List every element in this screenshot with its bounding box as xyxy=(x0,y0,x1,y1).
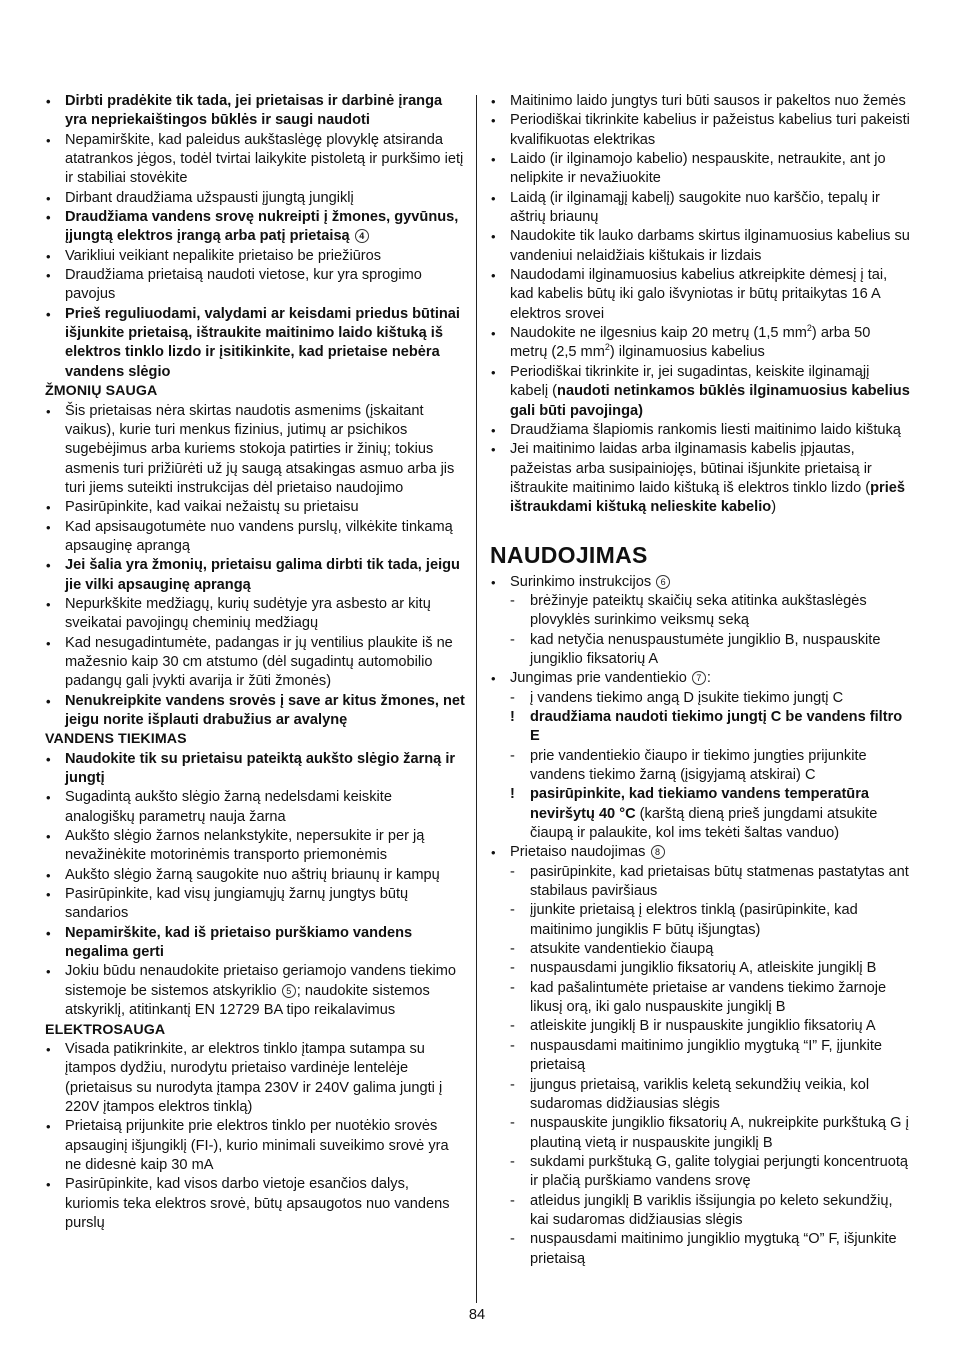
section-heading: ELEKTROSAUGA xyxy=(45,1021,166,1038)
bullet-icon: • xyxy=(46,693,51,709)
list-item xyxy=(490,440,910,517)
bullet-icon: • xyxy=(46,248,51,264)
item-text: Kad nesugadintumėte, padangas ir jų ventilius plaukite iš ne mažesnio kaip 30 cm atstumo (dėl sugadintų automobilio padangų gali įvykti avarija ir žūti žmonės) xyxy=(65,634,453,690)
sub-item xyxy=(490,901,910,940)
list-item xyxy=(490,227,910,266)
item-text: Dirbant draudžiama užspausti įjungtą jungiklį xyxy=(65,189,354,206)
item-text: Pasirūpinkite, kad vaikai nežaistų su prietaisu xyxy=(65,499,359,516)
bullet-icon: • xyxy=(491,113,496,129)
list-item xyxy=(45,924,465,963)
sub-item xyxy=(490,1153,910,1192)
bullet-icon: • xyxy=(491,326,496,342)
dash-icon: - xyxy=(510,689,515,706)
right-list xyxy=(490,92,910,518)
bullet-icon: • xyxy=(491,229,496,245)
list-item xyxy=(45,885,465,924)
list-item xyxy=(45,305,465,382)
bullet-icon: • xyxy=(46,964,51,980)
sub-item xyxy=(490,940,910,959)
dash-icon: - xyxy=(510,902,515,919)
bold-text: prieš ištraukdami kištuką nelieskite kabelio xyxy=(510,479,906,516)
item-text: įjunkite prietaisą į elektros tinklą (pasirūpinkite, kad maitinimo jungiklis F būtų išjungtas) xyxy=(530,902,858,938)
dash-icon: - xyxy=(510,960,515,977)
figure-ref-icon: 5 xyxy=(282,984,296,998)
list-item xyxy=(45,247,465,266)
item-text: : xyxy=(706,670,711,687)
list-item xyxy=(45,189,465,208)
bullet-icon: • xyxy=(46,519,51,535)
bullet-icon: • xyxy=(46,751,51,767)
section-heading: ŽMONIŲ SAUGA xyxy=(45,383,158,400)
item-text: (karštą dieną prieš jungdami atsukite čiaupą ir palaukite, kol ims tekėti šaltas vanduo) xyxy=(530,805,878,842)
item-text: pasirūpinkite, kad prietaisas būtų statmenas pastatytas ant stabilaus paviršiaus xyxy=(530,863,909,900)
item-text: atleidus jungiklį B variklis išsijungia po keleto sekundžių, kai sudaromas didžiausias slėgis xyxy=(530,1192,893,1228)
list-item xyxy=(45,131,465,189)
item-text: Maitinimo laido jungtys turi būti sausos ir pakeltos nuo žemės xyxy=(510,93,906,109)
right-column xyxy=(490,92,910,1269)
list-item xyxy=(490,266,910,324)
item-text: Naudokite ne ilgesnius kaip 20 metrų (1,5 mm xyxy=(510,325,807,342)
superscript: 2 xyxy=(604,342,610,353)
bullet-icon: • xyxy=(46,268,51,284)
bullet-icon: • xyxy=(46,867,51,883)
list-item xyxy=(490,573,910,592)
bullet-icon: • xyxy=(46,306,51,322)
item-text: nuspausdami maitinimo jungiklio mygtuką “O” F, išjunkite prietaisą xyxy=(530,1231,897,1267)
item-text: ) xyxy=(771,499,777,516)
item-text: Jokiu būdu nenaudokite prietaiso geriamojo vandens tiekimo sistemoje be sistemos atskyriklio xyxy=(65,963,457,999)
bullet-icon: • xyxy=(491,671,496,687)
item-text: Jungimas prie vandentiekio xyxy=(510,670,687,687)
item-text: nuspausdami jungiklio fiksatorių A, atleiskite jungiklį B xyxy=(530,960,877,977)
item-text: atleiskite jungiklį B ir nuspauskite jungiklio fiksatorių A xyxy=(530,1018,876,1035)
list-item xyxy=(490,669,910,688)
dash-icon: - xyxy=(510,1018,515,1035)
bullet-icon: • xyxy=(491,364,496,380)
list-item xyxy=(45,962,465,1020)
item-text: ; naudokite sistemos atskyriklį, atitinkantį EN 12729 BA tipo reikalavimus xyxy=(65,982,430,1019)
item-text: Pasirūpinkite, kad visos darbo vietoje esančios dalys, kuriomis teka elektros srovė, būtų apsaugotos nuo vandens purslų xyxy=(65,1176,450,1231)
list-item xyxy=(45,402,465,499)
item-text: Sugadintą aukšto slėgio žarną nedelsdami keiskite analogiškų parametrų nauja žarna xyxy=(65,789,392,825)
dash-icon: - xyxy=(510,941,515,958)
dash-icon: - xyxy=(510,1192,515,1209)
item-text: Periodiškai tikrinkite ir, jei sugadintas, keiskite ilginamąjį kabelį ( xyxy=(510,363,870,400)
warning-item xyxy=(490,785,910,843)
list-item xyxy=(45,1117,465,1175)
item-text: Varikliui veikiant nepalikite prietaiso be priežiūros xyxy=(65,247,382,264)
item-text: Dirbti pradėkite tik tada, jei prietaisas ir darbinė įranga yra nepriekaištingos būklės ir saugi naudoti xyxy=(65,93,443,129)
bullet-icon: • xyxy=(46,94,51,109)
list-item xyxy=(490,111,910,150)
sub-item xyxy=(490,1114,910,1153)
page-number: 84 xyxy=(468,1307,486,1323)
item-text: Pasirūpinkite, kad visų jungiamųjų žarnų jungtys būtų sandarios xyxy=(65,886,409,922)
dash-icon: - xyxy=(510,1076,515,1093)
item-text: prie vandentiekio čiaupo ir tiekimo jungties prijunkite vandens tiekimo žarną (įsigyjamą atskirai) C xyxy=(530,747,867,783)
figure-ref-icon: 7 xyxy=(692,671,706,685)
dash-icon: - xyxy=(510,631,515,648)
item-text: Aukšto slėgio žarną saugokite nuo aštrių briaunų ir kampų xyxy=(65,866,440,883)
item-text: draudžiama naudoti tiekimo jungtį C be vandens filtro E xyxy=(530,708,903,745)
bullet-icon: • xyxy=(46,210,51,226)
sub-item xyxy=(490,863,910,902)
list-item xyxy=(45,692,465,731)
item-text: Nepamirškite, kad iš prietaiso purškiamo vandens negalima gerti xyxy=(65,924,413,961)
column-divider xyxy=(476,95,477,1303)
bullet-icon: • xyxy=(46,500,51,516)
exclamation-icon: ! xyxy=(510,708,515,725)
list-item xyxy=(490,363,910,421)
bullet-icon: • xyxy=(46,887,51,903)
item-text: Draudžiama vandens srovę nukreipti į žmones, gyvūnus, įjungtą elektros įrangą arba patį prietaisą xyxy=(65,209,459,245)
bullet-icon: • xyxy=(46,596,51,612)
item-text: Šis prietaisas nėra skirtas naudotis asmenims (įskaitant vaikus), kurie turi menkus fizinius, jutimų ar psichikos sugebėjimus arba kuriems stokoja patirties ir žinių; tokius asmenis turi prižiūrėti už jų saugą atsakingas asmuo arba jis turi jiems suteikti instrukcijas dėl prietaiso naudojimo xyxy=(65,402,455,496)
sub-item xyxy=(490,592,910,631)
item-text: Laidą (ir ilginamąjį kabelį) saugokite nuo karščio, tepalų ir aštrių briaunų xyxy=(510,189,880,226)
list-item xyxy=(45,518,465,557)
item-text: Draudžiama prietaisą naudoti vietose, kur yra sprogimo pavojus xyxy=(65,267,422,303)
figure-ref-icon: 4 xyxy=(355,229,369,243)
item-text: Visada patikrinkite, ar elektros tinklo įtampa sutampa su įtampos dydžiu, nurodytu prietaiso vardinėje lentelėje (prietaisus su nurodyta įtampa 230V ir 240V galima jungti į 220V įtampos elektros tinklą) xyxy=(65,1040,443,1115)
list-item xyxy=(45,92,465,131)
bullet-icon: • xyxy=(491,152,496,168)
item-text: į vandens tiekimo angą D įsukite tiekimo jungtį C xyxy=(530,689,844,706)
bullet-icon: • xyxy=(46,790,51,806)
dash-icon: - xyxy=(510,1231,515,1248)
bullet-icon: • xyxy=(46,635,51,651)
sub-item xyxy=(490,1192,910,1231)
list-item xyxy=(45,266,465,305)
bullet-icon: • xyxy=(46,190,51,206)
bullet-icon: • xyxy=(491,94,496,109)
item-text: brėžinyje pateiktų skaičių seka atitinka aukštaslėgės plovyklės surinkimo veiksmų seką xyxy=(530,592,867,629)
item-text: Surinkimo instrukcijos xyxy=(510,573,652,590)
dash-icon: - xyxy=(510,1153,515,1170)
list-item xyxy=(490,843,910,862)
bullet-icon: • xyxy=(491,422,496,438)
figure-ref-icon: 6 xyxy=(656,575,670,589)
item-text: ) arba 50 metrų (2,5 mm xyxy=(510,325,871,361)
item-text: įjungus prietaisą, variklis keletą sekundžių veikia, kol sudaromas didžiausias slėgis xyxy=(530,1076,870,1112)
sub-item xyxy=(490,631,910,670)
list-item xyxy=(45,595,465,634)
dash-icon: - xyxy=(510,863,515,880)
item-text: Prieš reguliuodami, valydami ar keisdami priedus būtinai išjunkite prietaisą, ištraukite maitinimo laido kištuką iš elektros tinklo lizdo ir įsitikinkite, kad prietaise nebėra vandens slėgio xyxy=(65,305,460,380)
list-item xyxy=(45,208,465,247)
item-text: Jei šalia yra žmonių, prietaisu galima dirbti tik tada, jeigu jie vilki apsauginę aprangą xyxy=(65,557,460,593)
item-text: Prietaisą prijunkite prie elektros tinklo per nuotėkio srovės apsauginį išjungiklį (FI-), kurio minimali suveikimo srovė yra ne didesnė kaip 30 mA xyxy=(65,1118,449,1173)
item-text: atsukite vandentiekio čiaupą xyxy=(530,941,714,958)
dash-icon: - xyxy=(510,1037,515,1054)
bullet-icon: • xyxy=(491,574,496,590)
figure-ref-icon: 8 xyxy=(651,845,665,859)
list-item xyxy=(45,827,465,866)
sub-item xyxy=(490,747,910,786)
item-text: nuspausdami maitinimo jungiklio mygtuką “I” F, įjunkite prietaisą xyxy=(530,1037,883,1074)
sub-item xyxy=(490,1076,910,1115)
item-text: Draudžiama šlapiomis rankomis liesti maitinimo laido kištuką xyxy=(510,421,901,438)
bullet-icon: • xyxy=(46,1177,51,1193)
dash-icon: - xyxy=(510,979,515,996)
item-text: Laido (ir ilginamojo kabelio) nespauskite, netraukite, ant jo nelipkite ir nevažiuokite xyxy=(510,151,886,187)
sub-item xyxy=(490,689,910,708)
item-text: nuspauskite jungiklio fiksatorių A, nukreipkite purkštuką G į plautiną vietą ir nuspauskite jungiklį B xyxy=(530,1115,909,1151)
dash-icon: - xyxy=(510,1115,515,1132)
list-item xyxy=(45,866,465,885)
sub-item xyxy=(490,979,910,1018)
bullet-icon: • xyxy=(46,1041,51,1057)
sub-item xyxy=(490,1037,910,1076)
superscript: 2 xyxy=(806,323,812,334)
list-item xyxy=(45,1175,465,1233)
item-text: kad pašalintumėte prietaise ar vandens tiekimo žarnoje likusį orą, iki galo nuspauskite jungiklį B xyxy=(530,979,887,1016)
left-list xyxy=(45,92,465,1233)
list-item xyxy=(45,788,465,827)
bullet-icon: • xyxy=(46,132,51,148)
item-text: Nepamirškite, kad paleidus aukštaslėgę plovyklę atsiranda atatrankos jėgos, todėl tvirtai laikykite pistoletą ir purkšimo ietį ir stabiliai stovėkite xyxy=(65,131,464,187)
item-text: ) ilginamuosius kabelius xyxy=(609,344,765,361)
item-text: Periodiškai tikrinkite kabelius ir pažeistus kabelius turi pakeisti kvalifikuotas elektrikas xyxy=(510,112,910,148)
item-text: kad netyčia nenuspaustumėte jungiklio B, nuspauskite jungiklio fiksatorių A xyxy=(530,631,881,667)
list-item xyxy=(490,92,910,111)
item-text: sukdami purkštuką G, galite tolygiai perjungti koncentruotą ir plačią purškiamo vandens srovę xyxy=(530,1153,909,1190)
item-text: Naudokite tik lauko darbams skirtus ilginamuosius kabelius su vandeniui nelaidžiais kištukais ir lizdais xyxy=(510,228,910,264)
bold-text: pasirūpinkite, kad tiekiamo vandens temperatūra neviršytų 40 °C xyxy=(530,786,870,822)
bullet-icon: • xyxy=(46,829,51,845)
exclamation-icon: ! xyxy=(510,786,515,803)
list-item xyxy=(490,421,910,440)
bold-text: naudoti netinkamos būklės ilginamuosius kabelius gali būti pavojinga) xyxy=(510,383,910,419)
bullet-icon: • xyxy=(46,403,51,419)
bullet-icon: • xyxy=(46,558,51,574)
list-item xyxy=(490,150,910,189)
item-text: Naudokite tik su prietaisu pateiktą aukšto slėgio žarną ir jungtį xyxy=(65,750,456,787)
list-item xyxy=(45,556,465,595)
section-title: NAUDOJIMAS xyxy=(490,541,648,568)
sub-item xyxy=(490,1230,910,1269)
sub-item xyxy=(490,1017,910,1036)
usage-list xyxy=(490,573,910,1269)
list-item xyxy=(45,1040,465,1117)
list-item xyxy=(45,750,465,789)
bullet-icon: • xyxy=(491,190,496,206)
section-heading: VANDENS TIEKIMAS xyxy=(45,731,187,748)
dash-icon: - xyxy=(510,747,515,764)
bullet-icon: • xyxy=(491,845,496,861)
bullet-icon: • xyxy=(491,442,496,458)
warning-item xyxy=(490,708,910,747)
item-text: Prietaiso naudojimas xyxy=(510,844,646,861)
item-text: Naudodami ilginamuosius kabelius atkreipkite dėmesį į tai, kad kabelis būtų iki galo išvyniotas ir būtų pritaikytas 16 A elektros srovei xyxy=(510,267,888,322)
left-column xyxy=(45,92,465,1233)
item-text: Kad apsisaugotumėte nuo vandens purslų, vilkėkite tinkamą apsauginę aprangą xyxy=(65,518,453,554)
item-text: Nenukreipkite vandens srovės į save ar kitus žmones, net jeigu norite išplauti drabužius ar avalynę xyxy=(65,692,465,728)
dash-icon: - xyxy=(510,592,515,609)
sub-item xyxy=(490,959,910,978)
bullet-icon: • xyxy=(46,925,51,941)
list-item xyxy=(490,189,910,228)
bullet-icon: • xyxy=(491,268,496,284)
list-item xyxy=(45,498,465,517)
item-text: Jei maitinimo laidas arba ilginamasis kabelis įpjautas, pažeistas arba susipainiojęs, būtinai išjunkite prietaisą ir ištraukite maitinimo laido kištuką iš elektros tinklo lizdo ( xyxy=(510,441,872,496)
list-item xyxy=(490,324,910,363)
item-text: Aukšto slėgio žarnos nelankstykite, nepersukite ir per ją nevažinėkite motorinėmis transporto priemonėmis xyxy=(65,828,425,864)
bullet-icon: • xyxy=(46,1119,51,1135)
item-text: Nepurkškite medžiagų, kurių sudėtyje yra asbesto ar kitų sveikatai pavojingų cheminių medžiagų xyxy=(65,595,431,632)
list-item xyxy=(45,634,465,692)
